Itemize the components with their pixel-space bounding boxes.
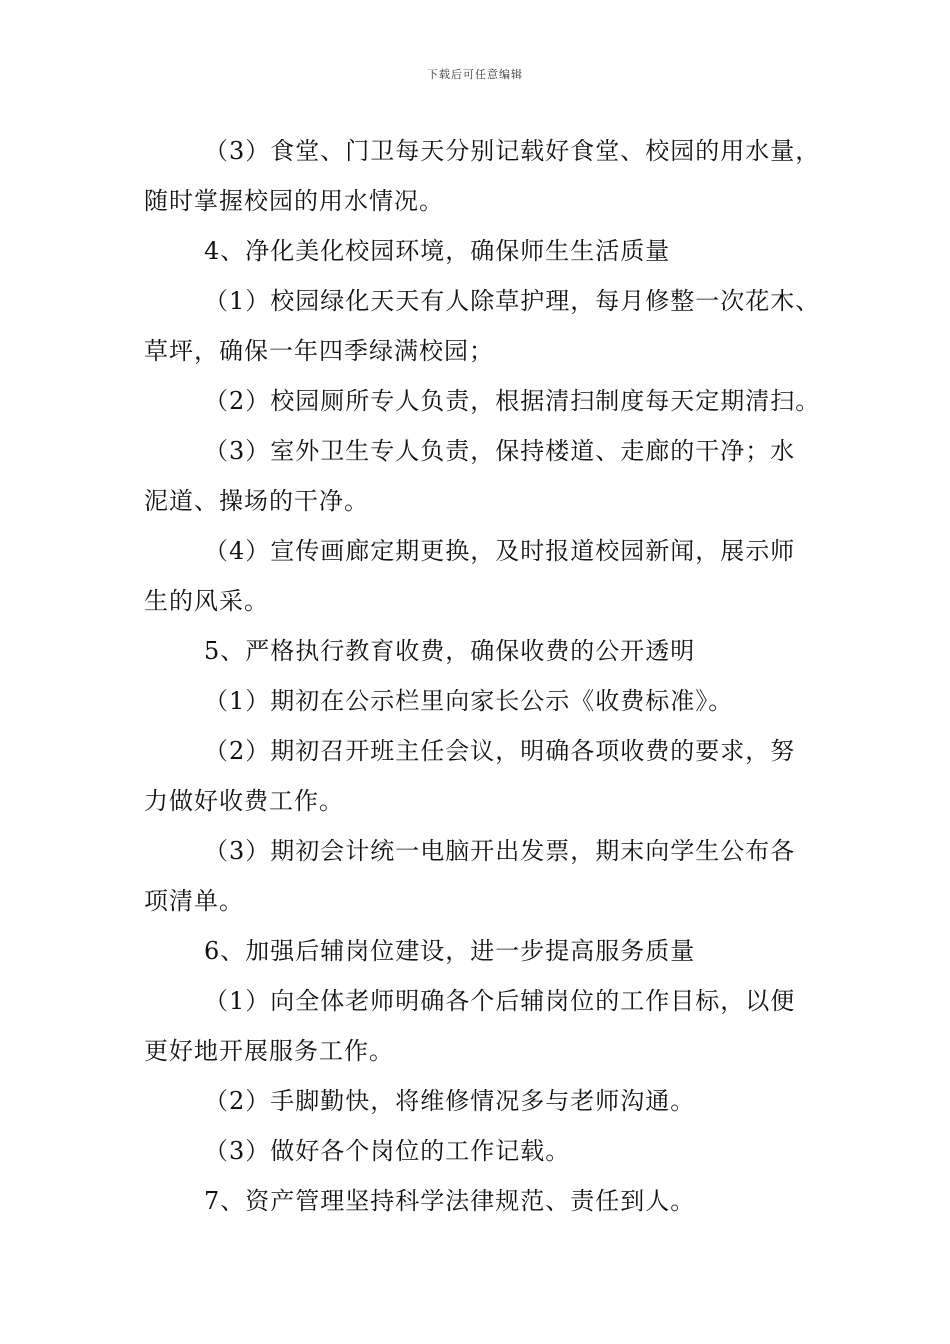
paragraph-line: 草坪，确保一年四季绿满校园； [144,337,494,365]
section-heading: 7、资产管理坚持科学法律规范、责任到人。 [204,1187,696,1215]
paragraph-line: （1）期初在公示栏里向家长公示《收费标准》。 [204,687,734,715]
paragraph-line: （1）向全体老师明确各个后辅岗位的工作目标，以便 [204,987,796,1015]
paragraph-line: （1）校园绿化天天有人除草护理，每月修整一次花木、 [204,287,821,315]
paragraph-line: 更好地开展服务工作。 [144,1037,394,1065]
paragraph-line: （2）手脚勤快，将维修情况多与老师沟通。 [204,1087,696,1115]
paragraph-line: （4）宣传画廊定期更换，及时报道校园新闻，展示师 [204,537,796,565]
paragraph-line: 随时掌握校园的用水情况。 [144,187,444,215]
section-heading: 4、净化美化校园环境，确保师生生活质量 [204,237,671,265]
paragraph-line: （2）期初召开班主任会议，明确各项收费的要求，努 [204,737,796,765]
page-header-watermark: 下载后可任意编辑 [427,68,523,81]
paragraph-line: （3）食堂、门卫每天分别记载好食堂、校园的用水量， [204,137,821,165]
section-heading: 6、加强后辅岗位建设，进一步提高服务质量 [204,937,696,965]
section-heading: 5、严格执行教育收费，确保收费的公开透明 [204,637,696,665]
paragraph-line: （3）做好各个岗位的工作记载。 [204,1137,571,1165]
paragraph-line: 力做好收费工作。 [144,787,344,815]
document-body [144,126,824,1226]
paragraph-line: （2）校园厕所专人负责，根据清扫制度每天定期清扫。 [204,387,821,415]
paragraph-line: （3）期初会计统一电脑开出发票，期末向学生公布各 [204,837,796,865]
paragraph-line: 生的风采。 [144,587,269,615]
paragraph-line: 泥道、操场的干净。 [144,487,369,515]
paragraph-line: 项清单。 [144,887,244,915]
paragraph-line: （3）室外卫生专人负责，保持楼道、走廊的干净；水 [204,437,796,465]
